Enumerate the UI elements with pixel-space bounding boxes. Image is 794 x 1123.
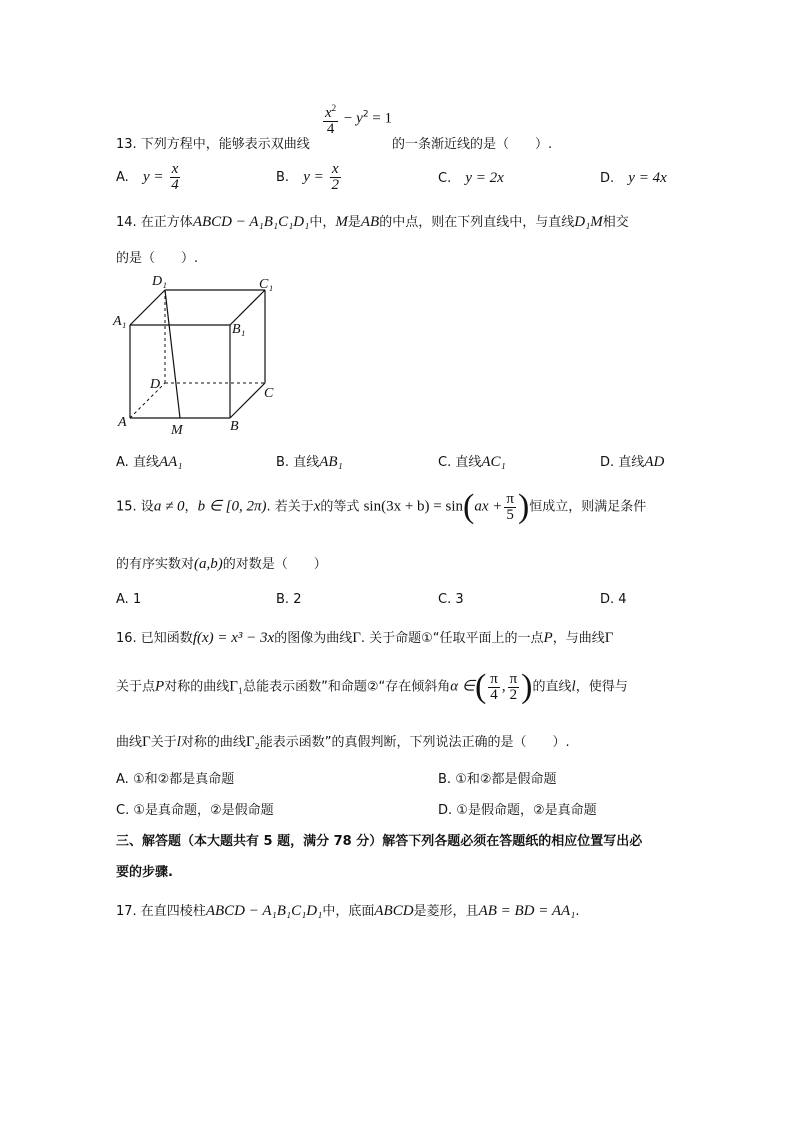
q15-option-b[interactable]: B. 2 <box>276 592 302 607</box>
q16-stem-line1: 16. 已知函数f(x) = x³ − 3x的图像为曲线Γ. 关于命题①“任取平面上的一点P，与曲线Γ <box>116 630 614 646</box>
label-b1: B₁ <box>232 322 246 337</box>
q16-stem-line3: 曲线Γ关于l对称的曲线Γ₂能表示函数”的真假判断，下列说法正确的是（ ）. <box>116 734 570 750</box>
section3-heading-line1: 三、解答题（本大题共有 5 题，满分 78 分）解答下列各题必须在答题纸的相应位置写出必 <box>116 834 643 849</box>
q15-option-a[interactable]: A. 1 <box>116 592 142 607</box>
q13-hyperbola-equation: $\frac{x^2}{4}$ − $y^2 = 1$ <box>325 103 393 137</box>
label-a: A <box>118 415 127 430</box>
q16-option-d[interactable]: D. ①是假命题，②是真命题 <box>438 803 597 818</box>
q13-option-d[interactable]: D. y = 4x <box>600 170 667 186</box>
q13-option-c[interactable]: C. y = 2x <box>438 170 504 186</box>
label-d: D <box>150 377 161 392</box>
q14-option-d[interactable]: D. 直线AD <box>600 454 665 470</box>
q17-stem: 17. 在直四棱柱ABCD − A₁B₁C₁D₁中，底面ABCD是菱形，且AB = BD = AA₁. <box>116 903 580 919</box>
label-m: M <box>171 423 183 438</box>
q14-stem-line2: 的是（ ）. <box>116 251 199 266</box>
q15-option-c[interactable]: C. 3 <box>438 592 464 607</box>
q14-stem-line1: 14. 在正方体ABCD − A₁B₁C₁D₁中，M是AB的中点，则在下列直线中，与直线D₁M相交 <box>116 214 629 230</box>
label-d1: D₁ <box>152 274 167 289</box>
q16-option-c[interactable]: C. ①是真命题，②是假命题 <box>116 803 274 818</box>
q13-stem-suffix: 的一条渐近线的是（ ）. <box>392 137 553 152</box>
q16-option-a[interactable]: A. ①和②都是真命题 <box>116 772 235 787</box>
q13-option-b[interactable]: B. y = $\frac{x}{2}$ <box>276 161 339 193</box>
q15-option-d[interactable]: D. 4 <box>600 592 627 607</box>
label-c: C <box>264 386 274 401</box>
q14-option-a[interactable]: A. 直线AA₁ <box>116 454 183 470</box>
label-b: B <box>230 419 239 434</box>
label-c1: C₁ <box>259 277 274 292</box>
q13-option-a[interactable]: A. y = $\frac{x}{4}$ <box>116 161 179 193</box>
q14-option-b[interactable]: B. 直线AB₁ <box>276 454 343 470</box>
q15-stem-line2: 的有序实数对(a,b)的对数是（ ） <box>116 556 327 572</box>
q13-stem: 13. 下列方程中，能够表示双曲线 <box>116 137 310 152</box>
label-a1: A₁ <box>113 314 127 329</box>
q16-stem-line2: 关于点P对称的曲线Γ₁总能表示函数”和命题②“存在倾斜角α ∈( $\frac{\pi}{4}$ , $\frac{\pi}{2}$ )的直线l，使得与 <box>116 668 628 705</box>
cube-figure <box>108 270 308 440</box>
q15-stem-line1: 15. 设a ≠ 0，b ∈ [0, 2π). 若关于x的等式 sin(3x + b) = sin(ax + $\frac{\pi}{5}$ )恒成立，则满足条件 <box>116 488 647 525</box>
q14-option-c[interactable]: C. 直线AC₁ <box>438 454 506 470</box>
q16-option-b[interactable]: B. ①和②都是假命题 <box>438 772 557 787</box>
section3-heading-line2: 要的步骤. <box>116 865 173 880</box>
